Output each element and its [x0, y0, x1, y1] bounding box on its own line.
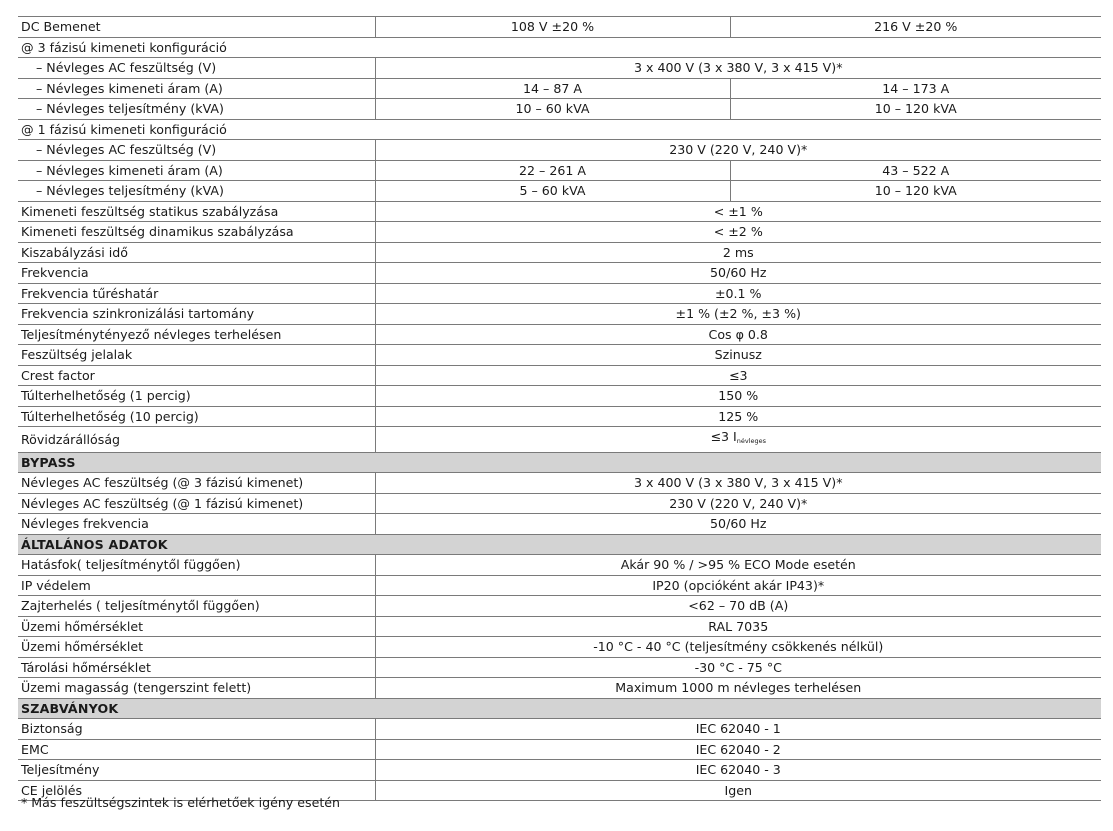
spec-value [375, 739, 1101, 760]
spec-value [375, 17, 730, 38]
spec-value [375, 575, 1101, 596]
spec-value [375, 555, 1101, 576]
spec-row [18, 17, 1101, 38]
spec-row [18, 345, 1101, 366]
spec-value-text: < ±1 % [713, 203, 763, 219]
spec-value [375, 657, 1101, 678]
spec-value [375, 596, 1101, 617]
spec-row [18, 201, 1101, 222]
footnote: * Más feszültségszintek is elérhetőek igény esetén [21, 795, 340, 810]
spec-value [375, 760, 1101, 781]
spec-value [730, 78, 1101, 99]
spec-value [375, 222, 1101, 243]
spec-value-subscript: névleges [736, 437, 767, 445]
spec-label: Rövidzárállóság [18, 427, 375, 453]
spec-value [375, 514, 1101, 535]
spec-value [375, 283, 1101, 304]
spec-value [375, 637, 1101, 658]
spec-label: Feszültség jelalak [18, 345, 375, 366]
spec-value [375, 616, 1101, 637]
spec-row [18, 242, 1101, 263]
spec-table [18, 16, 1101, 801]
spec-value-text: Maximum 1000 m névleges terhelésen [615, 680, 862, 695]
spec-value [375, 678, 1101, 699]
spec-row [18, 473, 1101, 494]
spec-value [375, 140, 1101, 161]
spec-label: Üzemi hőmérséklet [18, 637, 375, 658]
spec-value-text: IEC 62040 - 1 [695, 721, 781, 736]
spec-row [18, 514, 1101, 535]
spec-row [18, 78, 1101, 99]
spec-value-text: Akár 90 % / >95 % ECO Mode esetén [620, 557, 856, 572]
section-title: ÁLTALÁNOS ADATOK [18, 534, 1101, 555]
spec-label: Névleges frekvencia [18, 514, 375, 535]
spec-value-text: Igen [724, 782, 752, 798]
spec-label: Kimeneti feszültség dinamikus szabályzása [18, 222, 375, 243]
section-header-row [18, 698, 1101, 719]
spec-row [18, 719, 1101, 740]
spec-value-text: 230 V (220 V, 240 V)* [669, 142, 808, 157]
spec-value-text: -30 °C - 75 °C [694, 659, 782, 675]
spec-value [375, 78, 730, 99]
spec-value [730, 181, 1101, 202]
spec-value-text: ≤3 [728, 367, 748, 383]
spec-label: IP védelem [18, 575, 375, 596]
spec-value-text: 2 ms [722, 244, 754, 260]
spec-row [18, 575, 1101, 596]
spec-row [18, 427, 1101, 453]
spec-row [18, 99, 1101, 120]
spec-row [18, 637, 1101, 658]
spec-label: Frekvencia szinkronizálási tartomány [18, 304, 375, 325]
spec-value-text: Cos φ 0.8 [708, 326, 768, 342]
spec-label: DC Bemenet [18, 17, 375, 38]
spec-value-text: -10 °C - 40 °C (teljesítmény csökkenés nélkül) [593, 639, 884, 654]
spec-label: – Névleges teljesítmény (kVA) [18, 181, 375, 202]
spec-value-text: ≤3 I [710, 429, 737, 444]
spec-value-text: 10 – 120 kVA [874, 101, 957, 116]
spec-label: Frekvencia tűréshatár [18, 283, 375, 304]
spec-value-text: 14 – 173 A [882, 80, 950, 96]
spec-value-text: < ±2 % [713, 224, 763, 239]
spec-label: Zajterhelés ( teljesítménytől függően) [18, 596, 375, 617]
spec-row [18, 555, 1101, 576]
spec-value [375, 201, 1101, 222]
spec-value [375, 99, 730, 120]
spec-label: – Névleges kimeneti áram (A) [18, 78, 375, 99]
spec-label: – Névleges AC feszültség (V) [18, 140, 375, 161]
spec-label: Túlterhelhetőség (1 percig) [18, 386, 375, 407]
spec-label: Kiszabályzási idő [18, 242, 375, 263]
spec-value-text: ±0.1 % [714, 285, 762, 301]
spec-value-text: IP20 (opcióként akár IP43)* [652, 577, 825, 593]
spec-value-text: 3 x 400 V (3 x 380 V, 3 x 415 V)* [633, 475, 843, 490]
spec-row [18, 263, 1101, 284]
spec-label: Üzemi magasság (tengerszint felett) [18, 678, 375, 699]
spec-value [375, 365, 1101, 386]
spec-row [18, 160, 1101, 181]
spec-value-text: Szinusz [714, 347, 762, 362]
spec-row [18, 678, 1101, 699]
spec-value [375, 160, 730, 181]
spec-label: Tárolási hőmérséklet [18, 657, 375, 678]
spec-row [18, 365, 1101, 386]
spec-label: Teljesítmény [18, 760, 375, 781]
spec-label: CE jelölés [18, 780, 375, 801]
spec-value [375, 493, 1101, 514]
spec-value-text: ±1 % (±2 %, ±3 %) [675, 306, 801, 321]
spec-label: – Névleges kimeneti áram (A) [18, 160, 375, 181]
spec-row [18, 324, 1101, 345]
spec-value-text: 150 % [718, 388, 759, 403]
spec-value-text: 125 % [718, 408, 759, 424]
spec-label: – Névleges AC feszültség (V) [18, 58, 375, 79]
spec-row [18, 222, 1101, 243]
spec-value [375, 263, 1101, 284]
spec-label: @ 1 fázisú kimeneti konfiguráció [18, 119, 1101, 140]
spec-row [18, 739, 1101, 760]
spec-value-text: IEC 62040 - 3 [695, 762, 781, 777]
spec-row [18, 760, 1101, 781]
spec-value-text: 216 V ±20 % [874, 19, 958, 34]
spec-value [730, 99, 1101, 120]
spec-value [375, 345, 1101, 366]
spec-value [375, 427, 1101, 453]
spec-row [18, 406, 1101, 427]
spec-value-text: 22 – 261 A [519, 162, 586, 178]
spec-row [18, 386, 1101, 407]
spec-label: – Névleges teljesítmény (kVA) [18, 99, 375, 120]
spec-value [375, 324, 1101, 345]
spec-row [18, 493, 1101, 514]
spec-value [730, 160, 1101, 181]
spec-row [18, 140, 1101, 161]
spec-row [18, 58, 1101, 79]
spec-row [18, 596, 1101, 617]
spec-value-text: 43 – 522 A [882, 162, 950, 178]
group-header-row [18, 37, 1101, 58]
spec-label: Hatásfok( teljesítménytől függően) [18, 555, 375, 576]
spec-value [730, 17, 1101, 38]
spec-label: Üzemi hőmérséklet [18, 616, 375, 637]
spec-value [375, 406, 1101, 427]
spec-value [375, 780, 1101, 801]
spec-label: Kimeneti feszültség statikus szabályzása [18, 201, 375, 222]
spec-value-text: 3 x 400 V (3 x 380 V, 3 x 415 V)* [633, 60, 843, 75]
spec-value [375, 719, 1101, 740]
spec-value [375, 386, 1101, 407]
spec-label: @ 3 fázisú kimeneti konfiguráció [18, 37, 1101, 58]
spec-value-text: <62 – 70 dB (A) [688, 598, 789, 613]
section-header-row [18, 534, 1101, 555]
spec-value-text: 230 V (220 V, 240 V)* [669, 495, 808, 511]
section-title: BYPASS [18, 452, 1101, 473]
spec-value [375, 58, 1101, 79]
group-header-row [18, 119, 1101, 140]
section-title: SZABVÁNYOK [18, 698, 1101, 719]
spec-value-text: 50/60 Hz [710, 265, 767, 280]
spec-row [18, 657, 1101, 678]
spec-label: Crest factor [18, 365, 375, 386]
spec-label: Frekvencia [18, 263, 375, 284]
spec-label: Teljesítménytényező névleges terhelésen [18, 324, 375, 345]
spec-value-text: 10 – 120 kVA [874, 183, 957, 198]
spec-row [18, 304, 1101, 325]
spec-value [375, 242, 1101, 263]
spec-label: Névleges AC feszültség (@ 1 fázisú kimenet) [18, 493, 375, 514]
spec-value-text: 14 – 87 A [523, 80, 582, 96]
spec-label: EMC [18, 739, 375, 760]
spec-label: Túlterhelhetőség (10 percig) [18, 406, 375, 427]
spec-value-text: RAL 7035 [708, 618, 769, 634]
spec-row [18, 616, 1101, 637]
spec-value-text: IEC 62040 - 2 [695, 741, 781, 757]
spec-value-text: 10 – 60 kVA [515, 101, 590, 116]
spec-value-text: 5 – 60 kVA [519, 183, 586, 198]
spec-row [18, 283, 1101, 304]
spec-value-text: 50/60 Hz [710, 516, 767, 531]
spec-label: Névleges AC feszültség (@ 3 fázisú kimenet) [18, 473, 375, 494]
spec-value [375, 181, 730, 202]
spec-row [18, 181, 1101, 202]
spec-value [375, 473, 1101, 494]
spec-value [375, 304, 1101, 325]
section-header-row [18, 452, 1101, 473]
spec-value-text: 108 V ±20 % [510, 19, 595, 34]
spec-label: Biztonság [18, 719, 375, 740]
